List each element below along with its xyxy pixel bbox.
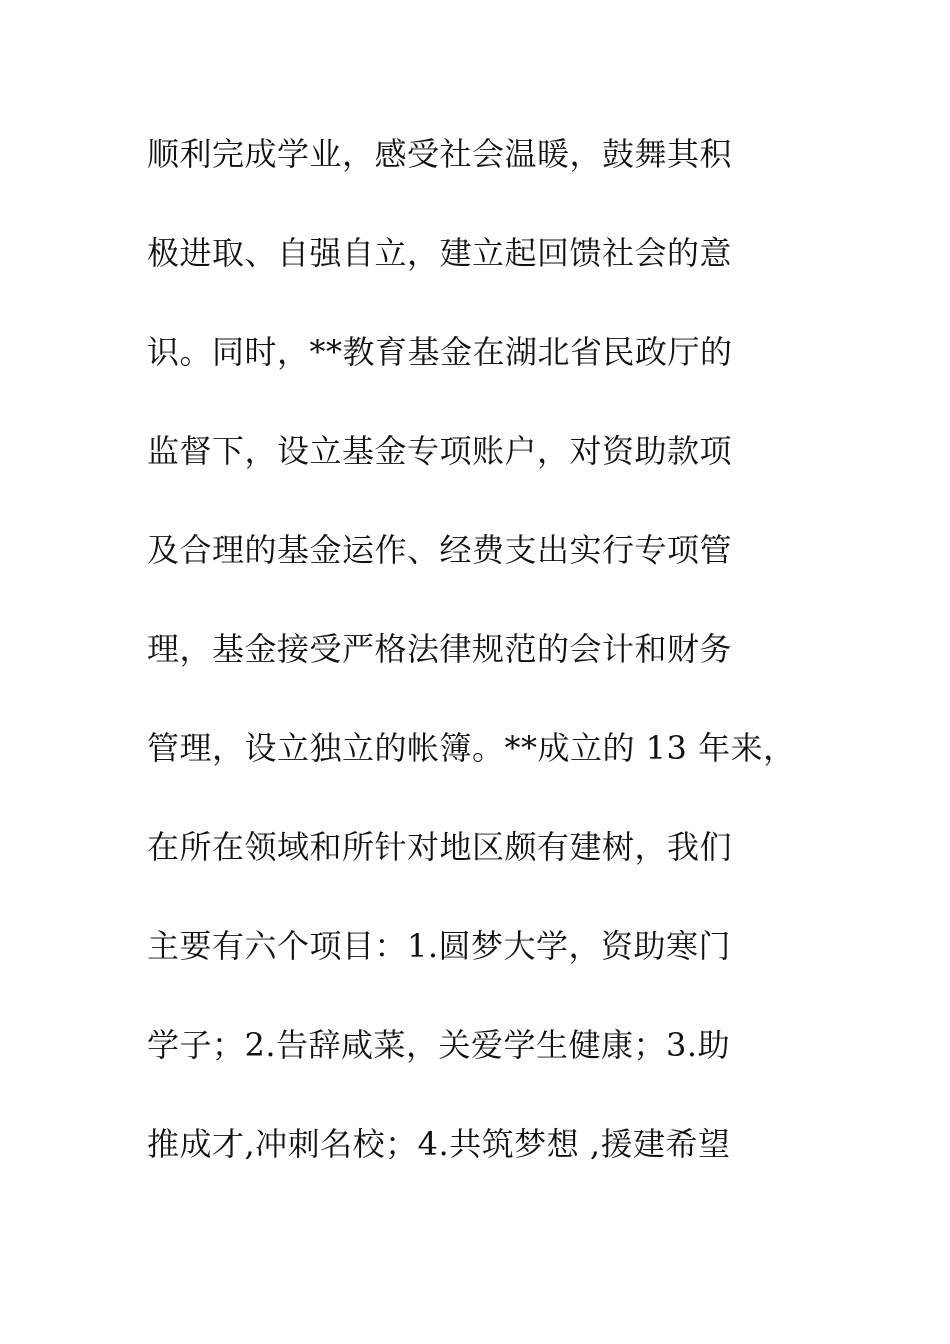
text-line-9: 主要有六个项目：1.圆梦大学，资助寒门 <box>147 927 732 965</box>
text-line-8: 在所在领域和所针对地区颇有建树，我们 <box>147 828 733 866</box>
text-line-4: 监督下，设立基金专项账户，对资助款项 <box>147 432 733 470</box>
text-line-2: 极进取、自强自立，建立起回馈社会的意 <box>147 234 733 272</box>
text-line-10: 学子；2.告辞咸菜，关爱学生健康；3.助 <box>147 1026 731 1064</box>
text-line-6: 理，基金接受严格法律规范的会计和财务 <box>147 630 733 668</box>
text-line-11: 推成才,冲刺名校；4.共筑梦想 ,援建希望 <box>147 1125 731 1163</box>
text-line-1: 顺利完成学业，感受社会温暖，鼓舞其积 <box>147 135 733 173</box>
text-line-5: 及合理的基金运作、经费支出实行专项管 <box>147 531 733 569</box>
text-line-3: 识。同时，**教育基金在湖北省民政厅的 <box>147 333 733 371</box>
text-line-7: 管理，设立独立的帐簿。**成立的 13 年来， <box>147 729 796 767</box>
body-text <box>147 122 827 1211</box>
